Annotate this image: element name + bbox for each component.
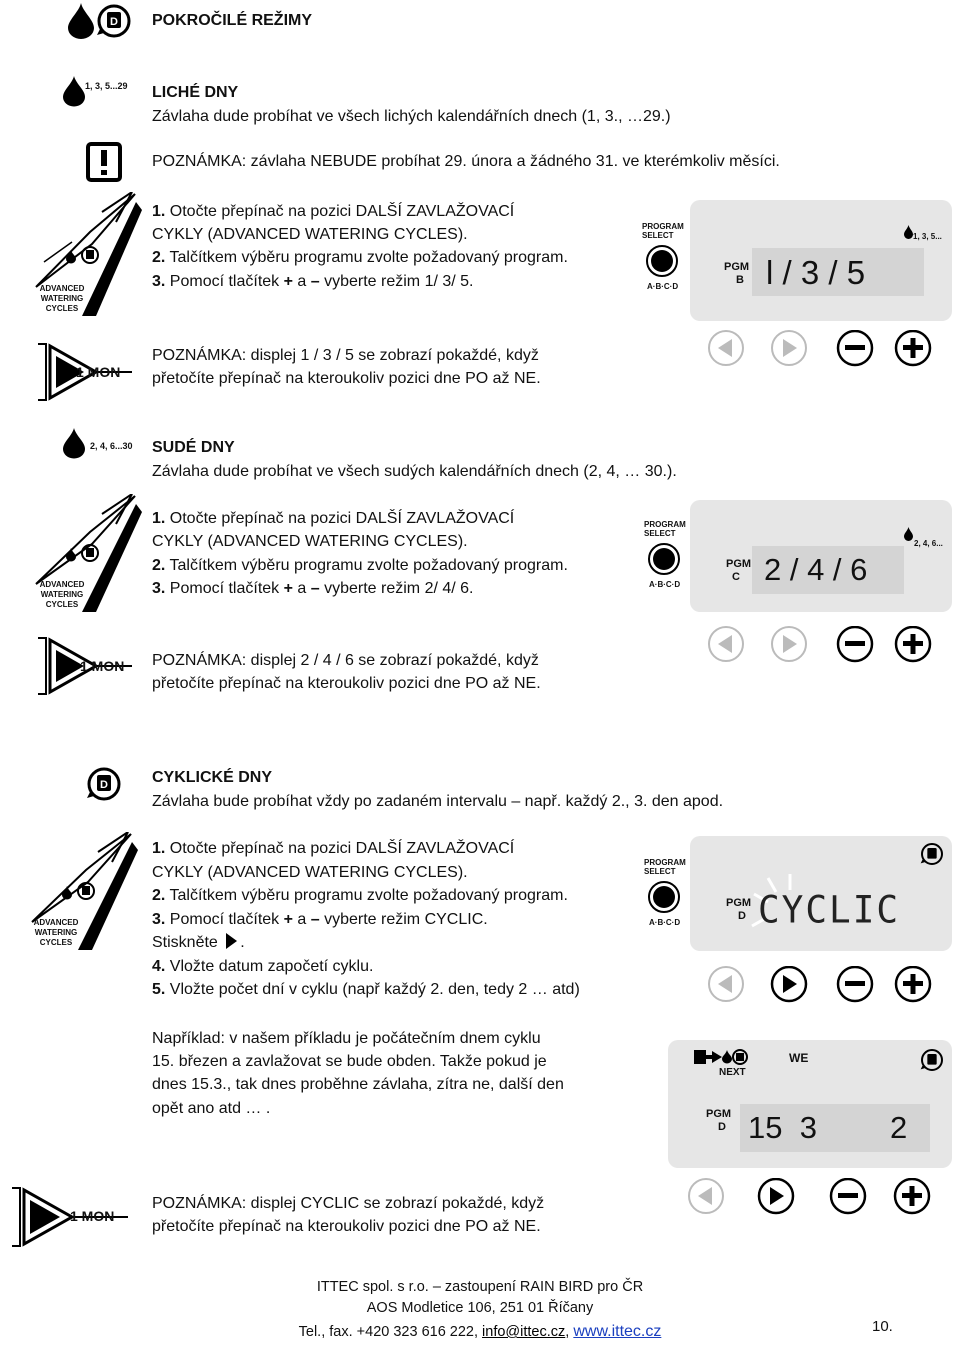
cyclic-note-line-1: POZNÁMKA: displej CYCLIC se zobrazí pokaždé, když — [152, 1195, 545, 1212]
step-text: Talčítkem výběru programu zvolte požadovaný program. — [165, 249, 568, 266]
svg-text:D: D — [100, 779, 108, 791]
footer-web-link[interactable]: www.ittec.cz — [573, 1323, 662, 1340]
even-step-1b: CYKLY (ADVANCED WATERING CYCLES). — [152, 533, 468, 550]
cyclic-days-icon — [86, 766, 122, 807]
cyclic-example-4: opět ano atd … . — [152, 1100, 271, 1117]
even-step-2 — [152, 554, 568, 578]
button-row — [682, 1178, 944, 1218]
step-text: Otočte přepínač na pozici DALŠÍ ZAVLAŽOVACÍ — [165, 510, 515, 527]
step-number: 2. — [152, 887, 166, 904]
lcd-pgm-label — [706, 1108, 731, 1134]
lcd-next-label: NEXT — [719, 1067, 746, 1078]
even-note-line-1: POZNÁMKA: displej 2 / 4 / 6 se zobrazí pokaždé, když — [152, 652, 539, 669]
program-select-button[interactable] — [645, 244, 679, 283]
pgm-text: PGM — [726, 558, 752, 570]
cyclic-step-1b: CYKLY (ADVANCED WATERING CYCLES). — [152, 864, 468, 881]
odd-step-2 — [152, 246, 568, 270]
lcd-date-value: 15 3 — [748, 1110, 817, 1145]
lcd-badge: 1, 3, 5... — [913, 232, 942, 241]
button-row — [702, 330, 942, 370]
advanced-label-3: CYCLES — [45, 600, 79, 609]
step-number: 4. — [152, 958, 166, 975]
cyclic-example-2: 15. březen a zavlažovat se bude obden. Takže pokud je — [152, 1053, 547, 1070]
page-number: 10. — [872, 1318, 893, 1335]
step-number: 1. — [152, 510, 166, 527]
minus-symbol: – — [310, 911, 320, 928]
cyclic-step-4 — [152, 955, 373, 979]
step-number: 5. — [152, 981, 166, 998]
cyclic-step-3 — [152, 908, 488, 932]
step-number: 2. — [152, 557, 166, 574]
step-text: Vložte počet dní v cyklu (např každý 2. den, tedy 2 … atd) — [165, 981, 580, 998]
program-select-label — [642, 222, 684, 240]
lcd-value: 2 / 4 / 6 — [764, 552, 868, 587]
even-step-1 — [152, 507, 514, 531]
lcd-badge: 2, 4, 6... — [914, 539, 943, 548]
dial-day-label: 1 MON — [70, 1208, 115, 1224]
pgm-text: PGM — [724, 261, 750, 273]
step-text: a — [292, 273, 311, 290]
step-number: 3. — [152, 580, 166, 597]
lcd-drop-icon — [904, 225, 913, 244]
odd-step-1b: CYKLY (ADVANCED WATERING CYCLES). — [152, 226, 468, 243]
footer-contact — [0, 1322, 960, 1342]
step-text: Otočte přepínač na pozici DALŠÍ ZAVLAŽOVACÍ — [165, 203, 515, 220]
step-number: 1. — [152, 203, 166, 220]
program-letters: A·B·C·D — [649, 580, 681, 589]
lcd-pgm-label — [726, 558, 751, 584]
right-arrow-icon — [224, 932, 238, 950]
odd-days-warning: POZNÁMKA: závlaha NEBUDE probíhat 29. února a žádného 31. ve kterémkoliv měsíci. — [152, 153, 780, 170]
footer-phone: Tel., fax. +420 323 616 222, — [298, 1324, 483, 1340]
program-select-label-2: SELECT — [644, 529, 676, 538]
step-text: Vložte datum započetí cyklu. — [165, 958, 374, 975]
lcd-value: l / 3 / 5 — [766, 254, 866, 291]
svg-text:D: D — [110, 16, 118, 28]
dial-day-label: 1 MON — [80, 658, 125, 674]
plus-symbol: + — [283, 911, 293, 928]
program-select-label-1: PROGRAM — [644, 858, 686, 867]
minus-symbol: – — [310, 580, 320, 597]
even-days-badge: 2, 4, 6...30 — [90, 441, 133, 451]
program-select-label — [644, 858, 686, 876]
step-text: vyberte režim 1/ 3/ 5. — [319, 273, 474, 290]
pgm-text: PGM — [726, 897, 752, 909]
program-select-label-2: SELECT — [644, 867, 676, 876]
header-drop-icon — [66, 2, 96, 45]
program-select-label-1: PROGRAM — [644, 520, 686, 529]
odd-days-drop-icon — [62, 76, 86, 112]
cyclic-step-5 — [152, 978, 580, 1002]
odd-step-1 — [152, 200, 514, 224]
program-select-button[interactable] — [647, 880, 681, 919]
odd-days-badge: 1, 3, 5...29 — [85, 81, 128, 91]
step-text: vyberte režim 2/ 4/ 6. — [319, 580, 474, 597]
lcd-day-label: WE — [789, 1051, 809, 1065]
even-note-line-2: přetočíte přepínač na kteroukoliv pozici dne PO až NE. — [152, 675, 541, 692]
advanced-cycles-label — [34, 580, 90, 610]
step-text: Talčítkem výběru programu zvolte požadovaný program. — [165, 887, 568, 904]
page-title: POKROČILÉ REŽIMY — [152, 12, 313, 29]
advanced-label-2: WATERING — [40, 590, 84, 599]
pgm-letter: C — [732, 571, 740, 583]
odd-days-title: LICHÉ DNY — [152, 84, 239, 101]
footer-email-link[interactable]: info@ittec.cz — [482, 1324, 566, 1340]
even-days-drop-icon — [62, 428, 86, 464]
advanced-label-2: WATERING — [40, 294, 84, 303]
program-select-button[interactable] — [647, 542, 681, 581]
advanced-label-3: CYCLES — [39, 938, 73, 947]
lcd-cycle-icon — [920, 1048, 944, 1077]
step-number: 1. — [152, 840, 166, 857]
advanced-cycles-label — [34, 284, 90, 314]
cyclic-days-title: CYKLICKÉ DNY — [152, 769, 273, 786]
step-text: Pomocí tlačítek — [165, 911, 284, 928]
step-text: Stiskněte — [152, 934, 223, 951]
step-text: . — [240, 934, 245, 951]
advanced-label-3: CYCLES — [45, 304, 79, 313]
even-step-3 — [152, 577, 474, 601]
even-days-description: Závlaha dude probíhat ve všech sudých kalendářních dnech (2, 4, … 30.). — [152, 463, 677, 480]
even-days-title: SUDÉ DNY — [152, 439, 235, 456]
lcd-cycle-icon — [920, 842, 944, 871]
advanced-cycles-label — [28, 918, 84, 948]
step-text: Pomocí tlačítek — [165, 580, 284, 597]
lcd-interval-value: 2 — [890, 1110, 908, 1145]
step-text: a — [292, 911, 311, 928]
step-text: Otočte přepínač na pozici DALŠÍ ZAVLAŽOVACÍ — [165, 840, 515, 857]
warning-icon — [86, 142, 122, 187]
cyclic-step-2 — [152, 884, 568, 908]
button-row — [702, 966, 942, 1006]
step-text: Talčítkem výběru programu zvolte požadovaný program. — [165, 557, 568, 574]
dial-day-label: 1 MON — [76, 364, 121, 380]
plus-symbol: + — [283, 580, 293, 597]
cyclic-days-description: Závlaha bude probíhat vždy po zadaném intervalu – např. každý 2., 3. den apod. — [152, 793, 724, 810]
pgm-letter: B — [736, 274, 744, 286]
program-select-label-2: SELECT — [642, 231, 674, 240]
program-letters: A·B·C·D — [649, 918, 681, 927]
step-text: a — [292, 580, 311, 597]
pgm-letter: D — [718, 1121, 726, 1133]
program-letters: A·B·C·D — [647, 282, 679, 291]
step-number: 3. — [152, 911, 166, 928]
advanced-label-2: WATERING — [34, 928, 78, 937]
lcd-pgm-label — [724, 261, 749, 287]
footer-address: AOS Modletice 106, 251 01 Říčany — [366, 1300, 594, 1316]
cyclic-note-line-2: přetočíte přepínač na kteroukoliv pozici dne PO až NE. — [152, 1218, 541, 1235]
footer-company: ITTEC spol. s r.o. – zastoupení RAIN BIRD pro ČR — [316, 1279, 644, 1295]
button-row — [702, 626, 942, 666]
odd-days-description: Závlaha dude probíhat ve všech lichých kalendářních dnech (1, 3., …29.) — [152, 108, 671, 125]
cyclic-example-3: dnes 15.3., tak dnes proběhne závlaha, zítra ne, další den — [152, 1076, 564, 1093]
advanced-label-1: ADVANCED — [33, 918, 79, 927]
odd-note-line-1: POZNÁMKA: displej 1 / 3 / 5 se zobrazí pokaždé, když — [152, 347, 539, 364]
program-select-label — [644, 520, 686, 538]
pgm-text: PGM — [706, 1108, 732, 1120]
plus-symbol: + — [283, 273, 293, 290]
step-number: 2. — [152, 249, 166, 266]
cyclic-press-line — [152, 931, 245, 955]
lcd-drop-icon — [904, 527, 913, 546]
pgm-letter: D — [738, 910, 746, 922]
program-select-label-1: PROGRAM — [642, 222, 684, 231]
step-text: vyberte režim CYCLIC. — [319, 911, 488, 928]
lcd-value: CYCLIC — [758, 888, 901, 932]
header-cycle-clock-icon — [96, 3, 132, 44]
step-number: 3. — [152, 273, 166, 290]
footer-separator: , — [565, 1324, 574, 1340]
minus-symbol: – — [310, 273, 320, 290]
advanced-label-1: ADVANCED — [39, 580, 85, 589]
cyclic-step-1 — [152, 837, 514, 861]
odd-step-3 — [152, 270, 474, 294]
advanced-label-1: ADVANCED — [39, 284, 85, 293]
cyclic-example-1: Například: v našem příkladu je počátečním dnem cyklu — [152, 1030, 541, 1047]
step-text: Pomocí tlačítek — [165, 273, 284, 290]
odd-note-line-2: přetočíte přepínač na kteroukoliv pozici dne PO až NE. — [152, 370, 541, 387]
